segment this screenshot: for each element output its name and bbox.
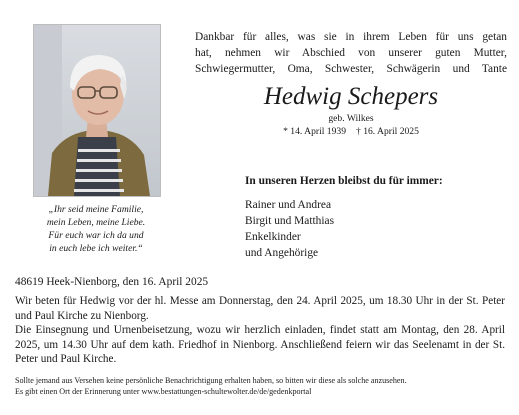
intro-line: Dankbar für alles, was sie in ihrem Leben für uns getan — [195, 31, 507, 43]
family-member: Rainer und Andrea — [245, 199, 332, 211]
deceased-name: Hedwig Schepers — [263, 83, 439, 110]
quote-line: mein Leben, meine Liebe. — [46, 217, 146, 228]
footer-line: Es gibt einen Ort der Erinnerung unter www.bestattungen-schultewolter.de/de/gedenkportal — [15, 387, 312, 396]
intro-line: hat, nehmen wir Abschied von unserer guten Mutter, — [195, 47, 507, 59]
hearts-heading: In unseren Herzen bleibst du für immer: — [245, 175, 443, 187]
portrait-image — [34, 25, 160, 196]
quote-line: in euch lebe ich weiter.“ — [49, 243, 143, 254]
intro-line: Schwiegermutter, Oma, Schwester, Schwägerin und Tante — [195, 63, 507, 75]
family-member: und Angehörige — [245, 247, 319, 259]
service-details — [15, 294, 505, 367]
service-paragraph: Die Einsegnung und Urnenbeisetzung, wozu wir herzlich einladen, findet statt am Montag, den 28. April 2025, um 14.30 Uhr auf dem kath. Friedhof in Nienborg. Anschließend feiern wir das Seelenamt in der St. Peter und Paul Kirche. — [15, 324, 505, 365]
quote-line: Für euch war ich da und — [48, 230, 144, 241]
quote-line: „Ihr seid meine Familie, — [48, 204, 144, 215]
intro-text — [195, 29, 507, 77]
place-and-date: 48619 Heek-Nienborg, den 16. April 2025 — [15, 276, 209, 288]
memorial-quote — [26, 203, 166, 255]
life-dates — [195, 126, 507, 138]
family-member: Enkelkinder — [245, 231, 301, 243]
birth-date: * 14. April 1939 — [283, 126, 346, 137]
service-paragraph: Wir beten für Hedwig vor der hl. Messe am Donnerstag, den 24. April 2025, um 18.30 Uhr in der St. Peter und Paul Kirche zu Nienborg. — [15, 295, 505, 322]
family-list — [245, 197, 334, 261]
birth-name: geb. Wilkes — [328, 113, 374, 124]
family-member: Birgit und Matthias — [245, 215, 335, 227]
footer-line: Sollte jemand aus Versehen keine persönliche Benachrichtigung erhalten haben, so bitten wir diese als solche anzusehen. — [15, 376, 407, 385]
death-date: † 16. April 2025 — [356, 126, 419, 137]
portrait-photo — [33, 24, 161, 197]
footer-note — [15, 375, 510, 397]
